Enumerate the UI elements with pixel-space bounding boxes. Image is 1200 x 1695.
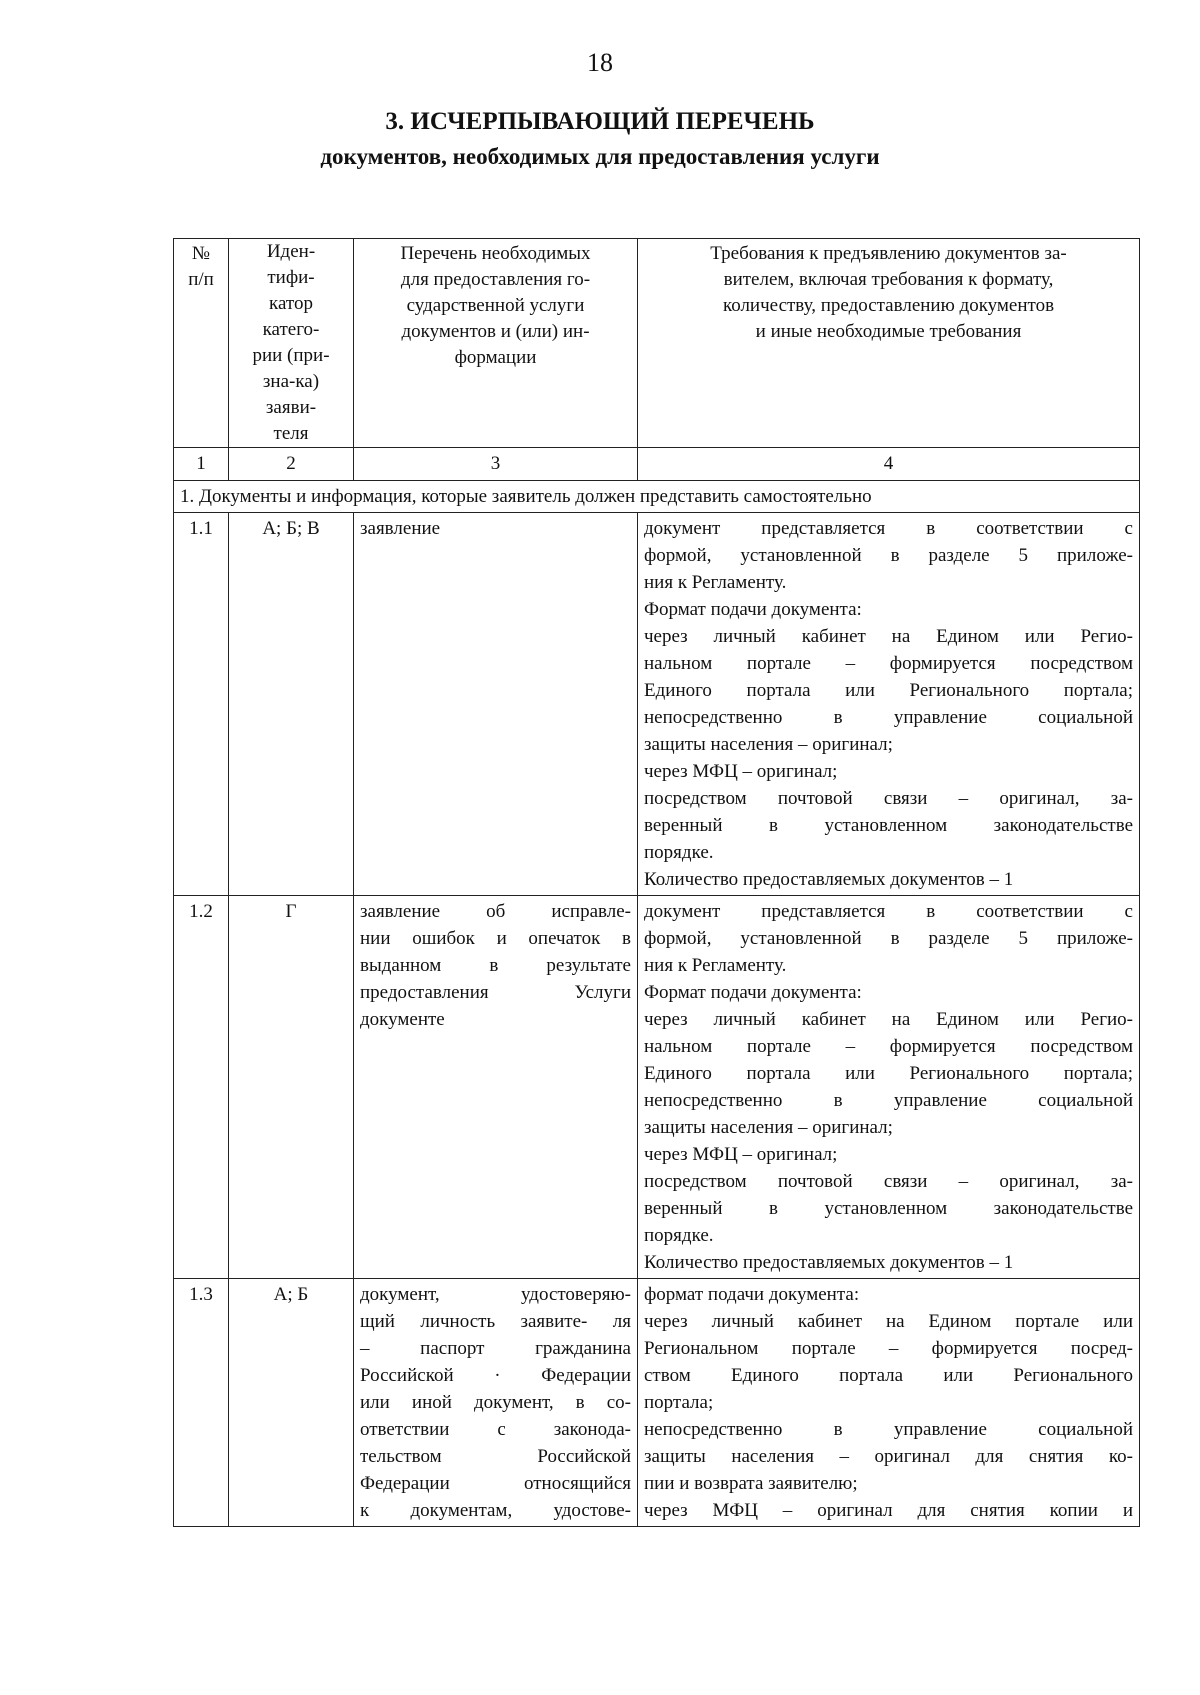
row-document [354,896,638,1279]
section-title: 1. Документы и информация, которые заявитель должен представить самостоятельно [174,481,1140,513]
requirement-line: веренный в установленном законодательстве [644,815,1133,836]
page-title: 3. ИСЧЕРПЫВАЮЩИЙ ПЕРЕЧЕНЬ [385,108,815,135]
document-line: Российской · Федерации [360,1365,631,1386]
table-row [174,513,1140,896]
header-line: катего- [262,319,320,340]
requirement-line: Формат подачи документа: [644,982,862,1003]
header-line: формации [454,347,537,368]
header-line: зна-ка) [262,371,320,392]
header-line: документов и (или) ин- [401,321,590,342]
requirement-line: Количество предоставляемых документов – 1 [644,869,1014,890]
header-line: вителем, включая требования к формату, [723,269,1054,290]
requirement-line: порядке. [644,1225,714,1246]
row-requirements [638,896,1140,1279]
requirement-line: посредством почтовой связи – оригинал, за- [644,1171,1133,1192]
header-line: и иные необходимые требования [755,321,1022,342]
requirement-line: посредством почтовой связи – оригинал, за- [644,788,1133,809]
documents-table [173,238,1140,1527]
header-line: Перечень необходимых [400,243,591,264]
row-document [354,513,638,896]
column-numbers-row [174,448,1140,481]
table-header-row [174,239,1140,448]
requirement-line: Единого портала или Регионального портала; [644,1063,1133,1084]
header-line: № [191,243,211,264]
header-line: рии (при- [252,345,330,366]
document-line: или иной документ, в со- [360,1392,631,1413]
table-row [174,896,1140,1279]
row-requirements [638,513,1140,896]
requirement-line: формой, установленной в разделе 5 приложе- [644,928,1133,949]
document-line: выданном в результате [360,955,631,976]
document-line: к документам, удостове- [360,1500,631,1521]
requirement-line: нальном портале – формируется посредством [644,653,1133,674]
header-line: п/п [188,269,214,290]
header-line: тифи- [267,267,315,288]
requirement-line: Региональном портале – формируется посред- [644,1338,1133,1359]
header-line: сударственной услуги [406,295,585,316]
row-category: А; Б [229,1279,354,1527]
header-line: заяви- [265,397,317,418]
document-line: заявление [360,518,441,539]
document-line: заявление об исправле- [360,901,631,922]
row-number: 1.2 [174,896,229,1279]
document-line: щий личность заявите- ля [360,1311,631,1332]
requirement-line: формой, установленной в разделе 5 приложе- [644,545,1133,566]
requirement-line: через личный кабинет на Едином или Регио- [644,1009,1133,1030]
requirement-line: защиты населения – оригинал; [644,734,893,755]
header-line: катор [269,293,313,314]
requirement-line: через личный кабинет на Едином или Регио- [644,626,1133,647]
requirement-line: веренный в установленном законодательстве [644,1198,1133,1219]
requirement-line: Формат подачи документа: [644,599,862,620]
requirement-line: документ представляется в соответствии с [644,518,1133,539]
requirement-line: непосредственно в управление социальной [644,1419,1133,1440]
requirement-line: порядке. [644,842,714,863]
requirement-line: через МФЦ – оригинал; [644,761,838,782]
document-line: Федерации относящийся [360,1473,631,1494]
column-number: 3 [354,448,638,481]
requirement-line: через личный кабинет на Едином портале или [644,1311,1133,1332]
document-line: предоставления Услуги [360,982,631,1003]
column-number: 1 [174,448,229,481]
document-line: документе [360,1009,445,1030]
page-number: 18 [587,48,613,77]
row-document [354,1279,638,1527]
header-col-category [229,239,354,448]
requirement-line: непосредственно в управление социальной [644,707,1133,728]
requirement-line: защиты населения – оригинал; [644,1117,893,1138]
header-line: Требования к предъявлению документов за- [710,243,1067,264]
requirement-line: пии и возврата заявителю; [644,1473,858,1494]
row-category: Г [229,896,354,1279]
page-subtitle: документов, необходимых для предоставления услуги [320,144,880,169]
requirement-line: ния к Регламенту. [644,572,787,593]
document-line: тельством Российской [360,1446,631,1467]
document-line: – паспорт гражданина [360,1338,631,1359]
requirement-line: непосредственно в управление социальной [644,1090,1133,1111]
table-row [174,1279,1140,1527]
row-requirements [638,1279,1140,1527]
header-line: теля [273,423,309,444]
requirement-line: защиты населения – оригинал для снятия ко- [644,1446,1133,1467]
header-col-requirements [638,239,1140,448]
document-line: нии ошибок и опечаток в [360,928,631,949]
requirement-line: через МФЦ – оригинал для снятия копии и [644,1500,1133,1521]
column-number: 2 [229,448,354,481]
section-row [174,481,1140,513]
header-col-documents [354,239,638,448]
row-category: А; Б; В [229,513,354,896]
requirement-line: нальном портале – формируется посредством [644,1036,1133,1057]
header-line: количеству, предоставлению документов [722,295,1055,316]
document-line: ответствии с законода- [360,1419,631,1440]
column-number: 4 [638,448,1140,481]
document-line: документ, удостоверяю- [360,1284,631,1305]
row-number: 1.3 [174,1279,229,1527]
requirement-line: Количество предоставляемых документов – 1 [644,1252,1014,1273]
header-col-number [174,239,229,448]
requirement-line: документ представляется в соответствии с [644,901,1133,922]
requirement-line: формат подачи документа: [644,1284,860,1305]
requirement-line: Единого портала или Регионального портала; [644,680,1133,701]
requirement-line: портала; [644,1392,714,1413]
header-line: для предоставления го- [400,269,591,290]
requirement-line: ством Единого портала или Регионального [644,1365,1133,1386]
requirement-line: через МФЦ – оригинал; [644,1144,838,1165]
header-line: Иден- [266,241,316,262]
row-number: 1.1 [174,513,229,896]
requirement-line: ния к Регламенту. [644,955,787,976]
